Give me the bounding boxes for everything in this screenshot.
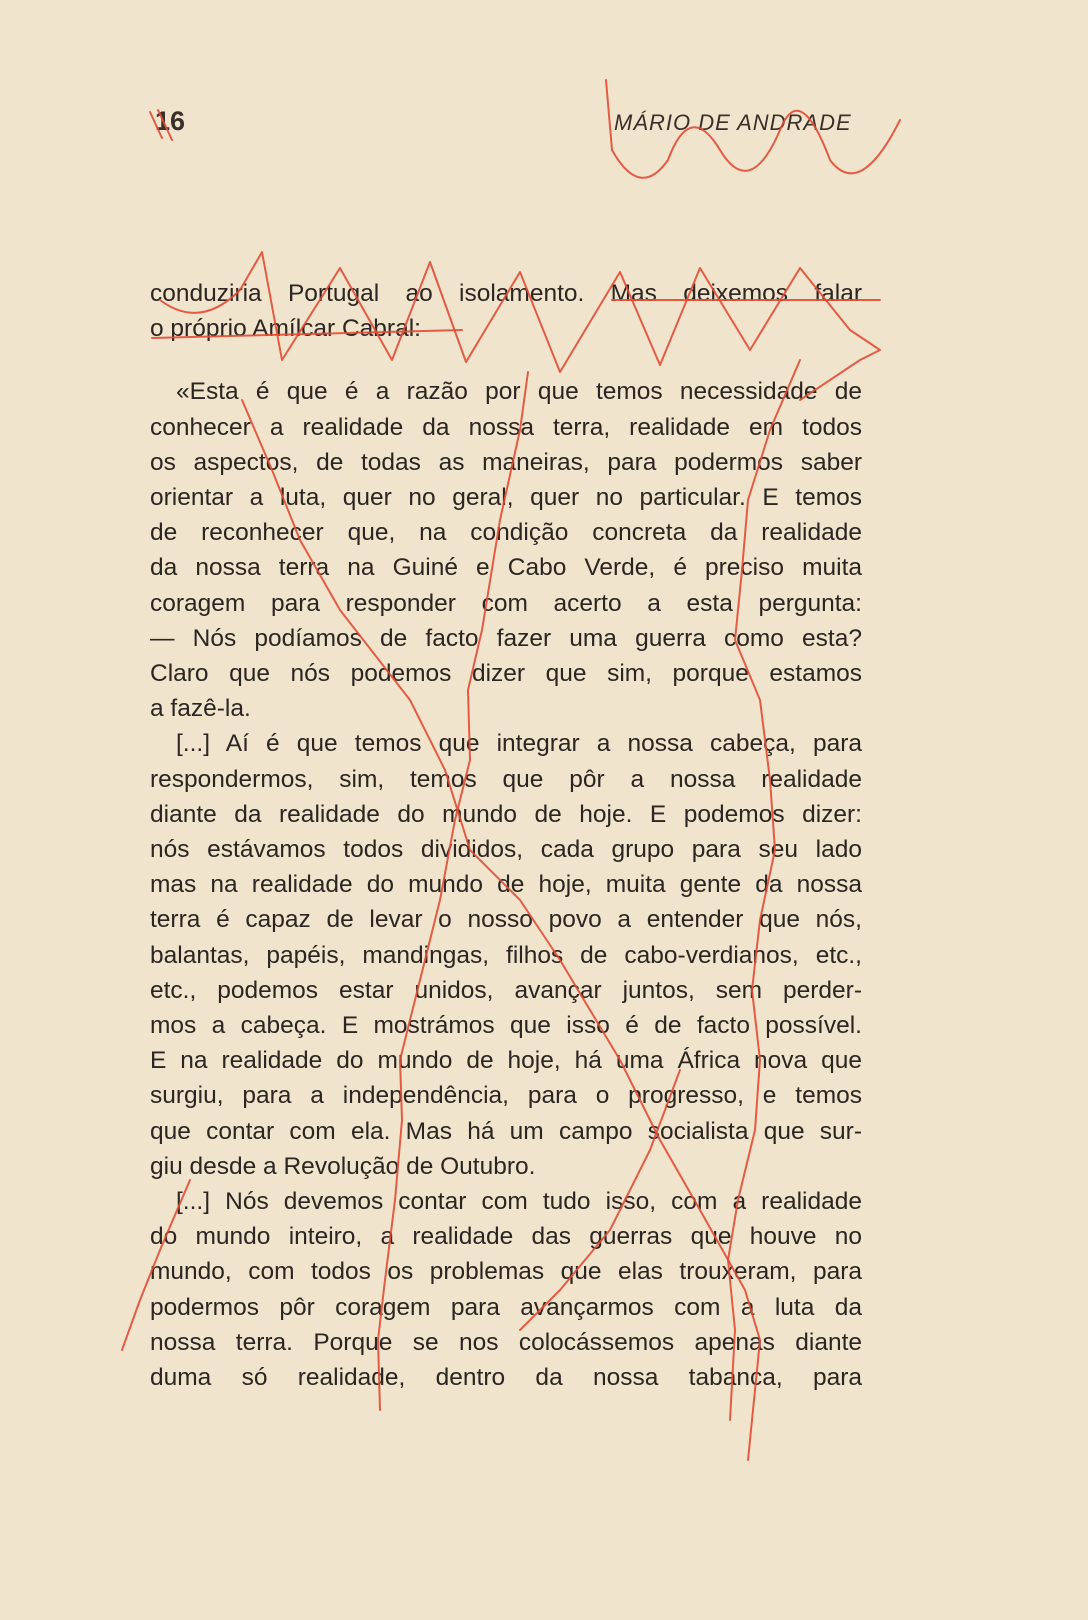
text-line: [...] Nós devemos contar com tudo isso, com a realidade — [176, 1188, 862, 1216]
text-line: os aspectos, de todas as maneiras, para podermos saber — [150, 448, 862, 476]
text-line: E na realidade do mundo de hoje, há uma África nova que — [150, 1047, 862, 1075]
running-head: MÁRIO DE ANDRADE — [614, 110, 852, 135]
quote-paragraph-3 — [150, 1184, 862, 1395]
text-line: giu desde a Revolução de Outubro. — [150, 1152, 536, 1180]
text-line: diante da realidade do mundo de hoje. E podemos dizer: — [150, 800, 862, 828]
text-line: a fazê-la. — [150, 695, 251, 723]
quote-paragraph-2 — [150, 726, 862, 1184]
quote-paragraph-1 — [150, 374, 862, 726]
text-line: da nossa terra na Guiné e Cabo Verde, é preciso muita — [150, 554, 862, 582]
text-line: conhecer a realidade da nossa terra, realidade em todos — [150, 413, 862, 441]
text-line: do mundo inteiro, a realidade das guerras que houve no — [150, 1223, 862, 1251]
text-line: conduziria Portugal ao isolamento. Mas deixemos falar — [150, 280, 862, 307]
page-number: 16 — [155, 106, 186, 136]
text-line: terra é capaz de levar o nosso povo a entender que nós, — [150, 906, 862, 934]
text-line: [...] Aí é que temos que integrar a nossa cabeça, para — [176, 730, 862, 758]
text-line: surgiu, para a independência, para o progresso, e temos — [150, 1082, 862, 1110]
text-line: — Nós podíamos de facto fazer uma guerra como esta? — [150, 624, 862, 652]
text-line: etc., podemos estar unidos, avançar juntos, sem perder- — [150, 976, 862, 1004]
text-line: coragem para responder com acerto a esta pergunta: — [150, 589, 862, 617]
text-line: de reconhecer que, na condição concreta da realidade — [150, 519, 862, 547]
text-line: Claro que nós podemos dizer que sim, porque estamos — [150, 660, 862, 688]
text-line: mundo, com todos os problemas que elas trouxeram, para — [150, 1258, 862, 1286]
text-line: «Esta é que é a razão por que temos necessidade de — [176, 378, 862, 406]
text-line: nossa terra. Porque se nos colocássemos apenas diante — [150, 1328, 862, 1356]
text-line: orientar a luta, quer no geral, quer no particular. E temos — [150, 484, 862, 512]
text-line: que contar com ela. Mas há um campo socialista que sur- — [150, 1117, 862, 1145]
text-body — [150, 276, 862, 1395]
text-line: mas na realidade do mundo de hoje, muita gente da nossa — [150, 871, 862, 899]
text-line: respondermos, sim, temos que pôr a nossa realidade — [150, 765, 862, 793]
text-line: mos a cabeça. E mostrámos que isso é de facto possível. — [150, 1012, 862, 1040]
text-line: o próprio Amílcar Cabral: — [150, 315, 421, 343]
intro-paragraph — [150, 276, 862, 346]
text-line: podermos pôr coragem para avançarmos com a luta da — [150, 1293, 862, 1321]
text-line: duma só realidade, dentro da nossa tabanca, para — [150, 1364, 862, 1392]
text-line: nós estávamos todos divididos, cada grupo para seu lado — [150, 836, 862, 864]
text-line: balantas, papéis, mandingas, filhos de cabo-verdianos, etc., — [150, 941, 862, 969]
